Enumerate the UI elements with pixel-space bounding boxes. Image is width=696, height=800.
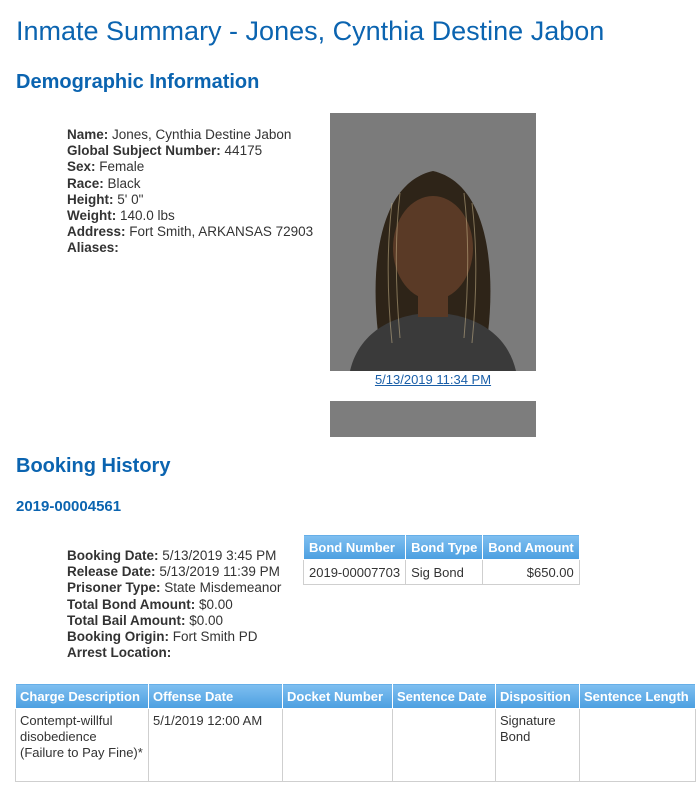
secondary-photo [330,401,536,437]
field-name: Name: Jones, Cynthia Destine Jabon [67,127,292,142]
sentence-date-cell [393,709,496,782]
disposition-cell: Signature Bond [496,709,580,782]
demographic-heading: Demographic Information [16,71,260,93]
booking-fields [67,548,281,661]
bond-col-amount[interactable]: Bond Amount [483,535,579,560]
field-booking-origin: Booking Origin: Fort Smith PD [67,629,258,645]
person-silhouette-icon [330,113,536,371]
bond-col-number[interactable]: Bond Number [304,535,406,560]
bond-table [303,534,580,585]
bond-number-cell: 2019-00007703 [304,560,406,585]
field-aliases: Aliases: [67,240,119,256]
field-weight: Weight: 140.0 lbs [67,208,175,224]
charge-col-docket-number[interactable]: Docket Number [283,684,393,709]
field-total-bail-amount: Total Bail Amount: $0.00 [67,612,224,628]
booking-number: 2019-00004561 [16,498,122,515]
photo-date-link[interactable]: 5/13/2019 11:34 PM [374,372,492,387]
field-race: Race: Black [67,175,141,191]
bond-table-header-row [304,535,580,560]
charge-col-disposition[interactable]: Disposition [496,684,580,709]
charge-col-description[interactable]: Charge Description [16,684,149,709]
charge-table-container[interactable] [15,683,689,782]
field-sex: Sex: Female [67,159,145,175]
demographic-fields [67,127,313,257]
booking-history-heading: Booking History [16,455,171,477]
charge-col-offense-date[interactable]: Offense Date [149,684,283,709]
charge-table-header-row [16,684,696,709]
offense-date-cell: 5/1/2019 12:00 AM [149,709,283,782]
bond-type-cell: Sig Bond [406,560,483,585]
charge-col-sentence-length[interactable]: Sentence Length [580,684,696,709]
field-height: Height: 5' 0" [67,191,144,207]
page-title: Inmate Summary - Jones, Cynthia Destine Jabon [16,16,605,46]
field-arrest-location: Arrest Location: [67,645,172,661]
field-release-date: Release Date: 5/13/2019 11:39 PM [67,564,280,580]
charge-col-sentence-date[interactable]: Sentence Date [393,684,496,709]
mugshot-photo [330,113,536,371]
charge-description-cell: Contempt-willful disobedience (Failure to Pay Fine)* [16,709,149,782]
docket-number-cell [283,709,393,782]
field-prisoner-type: Prisoner Type: State Misdemeanor [67,580,282,596]
field-booking-date: Booking Date: 5/13/2019 3:45 PM [67,548,277,563]
field-address: Address: Fort Smith, ARKANSAS 72903 [67,224,314,240]
field-global-subject-number: Global Subject Number: 44175 [67,143,263,159]
table-row [16,709,696,782]
field-total-bond-amount: Total Bond Amount: $0.00 [67,596,233,612]
charge-table [15,683,696,782]
table-row [304,560,580,585]
sentence-length-cell [580,709,696,782]
bond-col-type[interactable]: Bond Type [406,535,483,560]
bond-amount-cell: $650.00 [483,560,579,585]
